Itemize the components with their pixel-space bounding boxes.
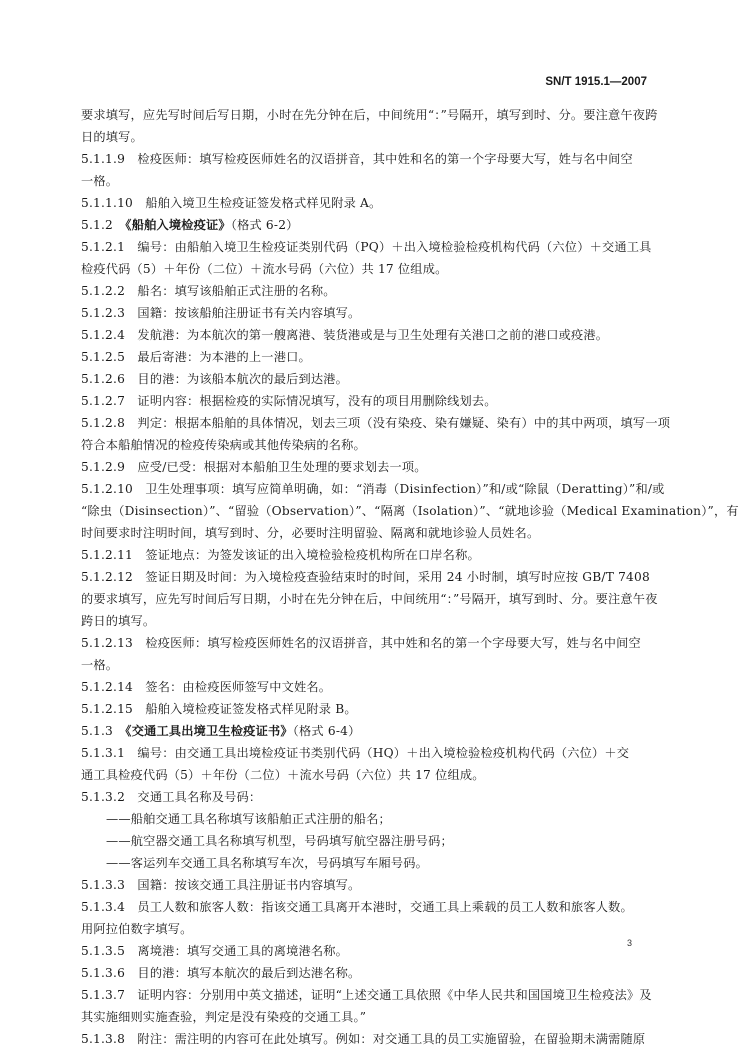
text-line: 通工具检疫代码（5）＋年份（二位）＋流水号码（六位）共 17 位组成。 (81, 768, 485, 782)
text-line: 检疫代码（5）＋年份（二位）＋流水号码（六位）共 17 位组成。 (81, 262, 448, 276)
text-line: 5.1.2.14 签名：由检疫医师签写中文姓名。 (81, 680, 332, 694)
text-line: 5.1.3.2 交通工具名称及号码： (81, 790, 262, 804)
text-line: 时间要求时注明时间，填写到时、分，必要时注明留验、隔离和就地诊验人员姓名。 (81, 526, 540, 540)
section-heading-line (81, 214, 644, 236)
text-line: 5.1.2.2 船名：填写该船舶正式注册的名称。 (81, 284, 336, 298)
text-line: 5.1.2.3 国籍：按该船舶注册证书有关内容填写。 (81, 306, 361, 320)
text-line: 日的填写。 (81, 130, 143, 144)
page-number: 3 (626, 938, 632, 948)
text-line: 5.1.2.15 船舶入境检疫证签发格式样见附录 B。 (81, 702, 357, 716)
text-line: 5.1.3.4 员工人数和旅客人数：指该交通工具离开本港时，交通工具上乘载的员工人数和旅客人数。 (81, 900, 633, 914)
text-line: 符合本船舶情况的检疫传染病或其他传染病的名称。 (81, 438, 366, 452)
text-line: ——客运列车交通工具名称填写车次，号码填写车厢号码。 (106, 856, 429, 870)
text-line: 其实施细则实施查验，判定是没有染疫的交通工具。” (81, 1010, 367, 1024)
text-line: ——航空器交通工具名称填写机型，号码填写航空器注册号码； (106, 834, 453, 848)
form-format-ref: （格式 6-2） (230, 218, 299, 232)
form-title: 《交通工具出境卫生检疫证书》 (125, 724, 293, 738)
section-heading-line (81, 720, 644, 742)
text-line: 5.1.2.5 最后寄港：为本港的上一港口。 (81, 350, 311, 364)
text-line: 5.1.3.3 国籍：按该交通工具注册证书内容填写。 (81, 878, 361, 892)
text-line: 5.1.2.11 签证地点：为签发该证的出入境检验检疫机构所在口岸名称。 (81, 548, 480, 562)
text-line: 5.1.2.8 判定：根据本船舶的具体情况，划去三项（没有染疫、染有嫌疑、染有）中的其中两项，填写一项 (81, 416, 671, 430)
text-line: 5.1.2.9 应受/已受：根据对本船舶卫生处理的要求划去一项。 (81, 460, 427, 474)
text-line: 5.1.2.10 卫生处理事项：填写应简单明确，如：“消毒（Disinfection）”和/或“除鼠（Deratting）”和/或 (81, 482, 665, 496)
form-format-ref: （格式 6-4） (292, 724, 361, 738)
form-title: 《船舶入境检疫证》 (125, 218, 231, 232)
text-line: 跨日的填写。 (81, 614, 156, 628)
text-line: ——船舶交通工具名称填写该船舶正式注册的船名； (106, 812, 391, 826)
text-line: 5.1.3.8 附注：需注明的内容可在此处填写。例如：对交通工具的员工实施留验，在留验期未满需随原 (81, 1032, 646, 1046)
text-line: 5.1.2.12 签证日期及时间：为入境检疫查验结束时的时间，采用 24 小时制，填写时应按 GB/T 7408 (81, 570, 650, 584)
text-line: “除虫（Disinsection）”、“留验（Observation）”、“隔离（Isolation）”、“就地诊验（Medical Examination）”，有 (81, 504, 739, 518)
text-line: 用阿拉伯数字填写。 (81, 922, 193, 936)
document-body (81, 104, 739, 1050)
text-line: 5.1.3.7 证明内容：分别用中英文描述，证明“上述交通工具依照《中华人民共和国国境卫生检疫法》及 (81, 988, 652, 1002)
text-line: 5.1.1.10 船舶入境卫生检疫证签发格式样见附录 A。 (81, 196, 382, 210)
text-line: 一格。 (81, 658, 119, 672)
text-line: 5.1.3.5 离境港：填写交通工具的离境港名称。 (81, 944, 349, 958)
text-line: 5.1.3.6 目的港：填写本航次的最后到达港名称。 (81, 966, 361, 980)
text-line: 5.1.2.6 目的港：为该船本航次的最后到达港。 (81, 372, 349, 386)
text-line: 5.1.2.4 发航港：为本航次的第一艘离港、装货港或是与卫生处理有关港口之前的港口或疫港。 (81, 328, 609, 342)
text-line: 5.1.3.1 编号：由交通工具出境检疫证书类别代码（HQ）＋出入境检验检疫机构代码（六位）＋交 (81, 746, 630, 760)
text-line: 5.1.2.1 编号：由船舶入境卫生检疫证类别代码（PQ）＋出入境检验检疫机构代码（六位）＋交通工具 (81, 240, 652, 254)
section-number: 5.1.3 (81, 724, 126, 738)
text-line: 5.1.1.9 检疫医师：填写检疫医师姓名的汉语拼音，其中姓和名的第一个字母要大写，姓与名中间空 (81, 152, 633, 166)
section-number: 5.1.2 (81, 218, 126, 232)
text-line: 一格。 (81, 174, 119, 188)
text-line: 的要求填写，应先写时间后写日期，小时在先分钟在后，中间统用“：”号隔开，填写到时、分。要注意午夜 (81, 592, 658, 606)
text-line: 要求填写，应先写时间后写日期，小时在先分钟在后，中间统用“：”号隔开，填写到时、分。要注意午夜跨 (81, 108, 658, 122)
text-line: 5.1.2.7 证明内容：根据检疫的实际情况填写，没有的项目用删除线划去。 (81, 394, 497, 408)
document-code: SN/T 1915.1—2007 (545, 76, 647, 88)
text-line: 5.1.2.13 检疫医师：填写检疫医师姓名的汉语拼音，其中姓和名的第一个字母要大写，姓与名中间空 (81, 636, 641, 650)
